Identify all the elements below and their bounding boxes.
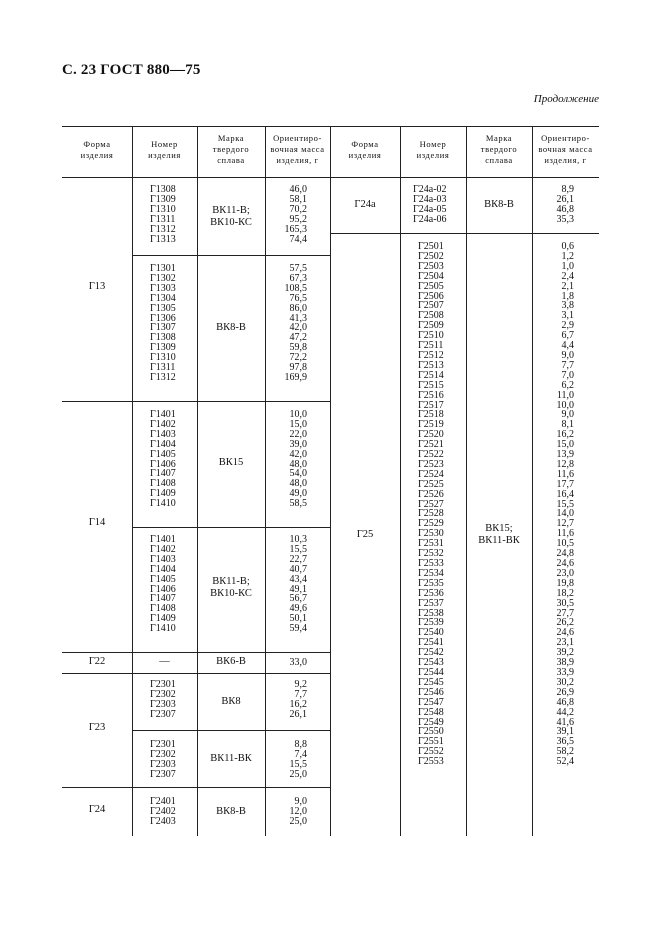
row-rule (330, 233, 599, 234)
header-grade (197, 133, 265, 166)
form-cell-g14: Г14 (88, 517, 106, 528)
header-mass (265, 133, 330, 166)
grade-cell: ВК15 (218, 457, 244, 468)
header-number (132, 139, 197, 161)
page-header: С. 23 ГОСТ 880—75 (62, 62, 201, 78)
number-list: Г1308 Г1309 Г1310 Г1311 Г1312 Г1313 (150, 184, 176, 245)
number-cell: — (159, 656, 170, 667)
header-number-text: Номер изделия (416, 139, 450, 160)
row-rule (62, 652, 330, 653)
row-rule (62, 673, 330, 674)
row-rule (132, 255, 330, 256)
column-rule (265, 126, 266, 836)
number-list: Г2401 Г2402 Г2403 (150, 796, 176, 827)
header-form-text: Форма изделия (80, 139, 114, 160)
header-mass-text: Ориентиро- вочная масса изделия, г (538, 133, 593, 165)
header-grade-text: Марка твердого сплава (212, 133, 250, 165)
form-cell-g25: Г25 (356, 529, 374, 540)
form-cell-g22: Г22 (88, 656, 106, 667)
grade-cell: ВК8-В (484, 199, 514, 210)
column-rule (197, 126, 198, 836)
mass-list: 0,6 1,2 1,0 2,4 2,1 1,8 3,8 3,1 2,9 6,7 4,4 9,0 7,7 7,0 6,2 11,0 10,0 9,0 8,1 16,2 15,0 13,9 12,8 11,6 17,7 16,4 15,5 14,0 12,7 11,6 10,5 24,8 24,6 23,0 19,8 18,2 30,5 27,7 26,2 24,6 23,1 39,2 38,9 33,9 30,2 26,9 46,8 44,2 41,6 39,1 36,5 58,2 52,4 (556, 241, 574, 768)
header-number (400, 139, 466, 161)
number-list: Г1301 Г1302 Г1303 Г1304 Г1305 Г1306 Г1307 Г1308 Г1309 Г1310 Г1311 Г1312 (150, 263, 176, 383)
grade-cell: ВК8-В (216, 806, 246, 817)
continued-label: Продолжение (533, 93, 599, 105)
row-rule (132, 730, 330, 731)
column-rule (400, 126, 401, 836)
grade-cell: ВК15; ВК11-ВК (478, 523, 520, 546)
number-list: Г1401 Г1402 Г1403 Г1404 Г1405 Г1406 Г1407 Г1408 Г1409 Г1410 (150, 409, 176, 510)
header-form-text: Форма изделия (348, 139, 382, 160)
number-list: Г24а-02 Г24а-03 Г24а-05 Г24а-06 (413, 184, 447, 225)
mass-list: 10,0 15,0 22,0 39,0 42,0 48,0 54,0 48,0 49,0 58,5 (289, 409, 307, 510)
form-cell-g24: Г24 (88, 804, 106, 815)
row-rule (132, 527, 330, 528)
header-form (330, 139, 400, 161)
mass-list: 9,2 7,7 16,2 26,1 (289, 679, 307, 720)
column-rule (532, 126, 533, 836)
header-number-text: Номер изделия (148, 139, 181, 160)
mass-list: 8,9 26,1 46,8 35,3 (556, 184, 574, 225)
grade-cell: ВК6-В (216, 656, 246, 667)
center-rule (330, 126, 331, 836)
header-mass (532, 133, 599, 166)
grade-cell: ВК8-В (216, 322, 246, 333)
grade-cell: ВК11-В; ВК10-КС (210, 205, 252, 228)
row-rule (62, 401, 330, 402)
form-cell-g13: Г13 (88, 281, 106, 292)
number-list: Г2501 Г2502 Г2503 Г2504 Г2505 Г2506 Г2507 Г2508 Г2509 Г2510 Г2511 Г2512 Г2513 Г2514 Г2515 Г2516 Г2517 Г2518 Г2519 Г2520 Г2521 Г2522 Г2523 Г2524 Г2525 Г2526 Г2527 Г2528 Г2529 Г2530 Г2531 Г2532 Г2533 Г2534 Г2535 Г2536 Г2537 Г2538 Г2539 Г2540 Г2541 Г2542 Г2543 Г2544 Г2545 Г2546 Г2547 Г2548 Г2549 Г2550 Г2551 Г2552 Г2553 (418, 241, 444, 768)
column-rule (466, 126, 467, 836)
form-cell-g24a: Г24а (354, 199, 376, 210)
mass-list: 10,3 15,5 22,7 40,7 43,4 49,1 56,7 49,6 50,1 59,4 (289, 534, 307, 635)
number-list: Г2301 Г2302 Г2303 Г2307 (150, 679, 176, 720)
header-grade-text: Марка твердого сплава (480, 133, 518, 165)
mass-cell: 33,0 (289, 657, 307, 668)
row-rule (62, 787, 330, 788)
column-rule (132, 126, 133, 836)
grade-cell: ВК8 (221, 696, 241, 707)
header-grade (466, 133, 532, 166)
mass-list: 57,5 67,3 108,5 76,5 86,0 41,3 42,0 47,2 59,8 72,2 97,8 169,9 (284, 263, 307, 383)
mass-list: 9,0 12,0 25,0 (289, 796, 307, 827)
form-cell-g23: Г23 (88, 722, 106, 733)
header-form (62, 139, 132, 161)
header-mass-text: Ориентиро- вочная масса изделия, г (270, 133, 325, 165)
grade-cell: ВК11-ВК (210, 753, 252, 764)
grade-cell: ВК11-В; ВК10-КС (210, 576, 252, 599)
number-list: Г1401 Г1402 Г1403 Г1404 Г1405 Г1406 Г1407 Г1408 Г1409 Г1410 (150, 534, 176, 635)
mass-list: 8,8 7,4 15,5 25,0 (289, 739, 307, 780)
number-list: Г2301 Г2302 Г2303 Г2307 (150, 739, 176, 780)
mass-list: 46,0 58,1 70,2 95,2 165,3 74,4 (284, 184, 307, 245)
